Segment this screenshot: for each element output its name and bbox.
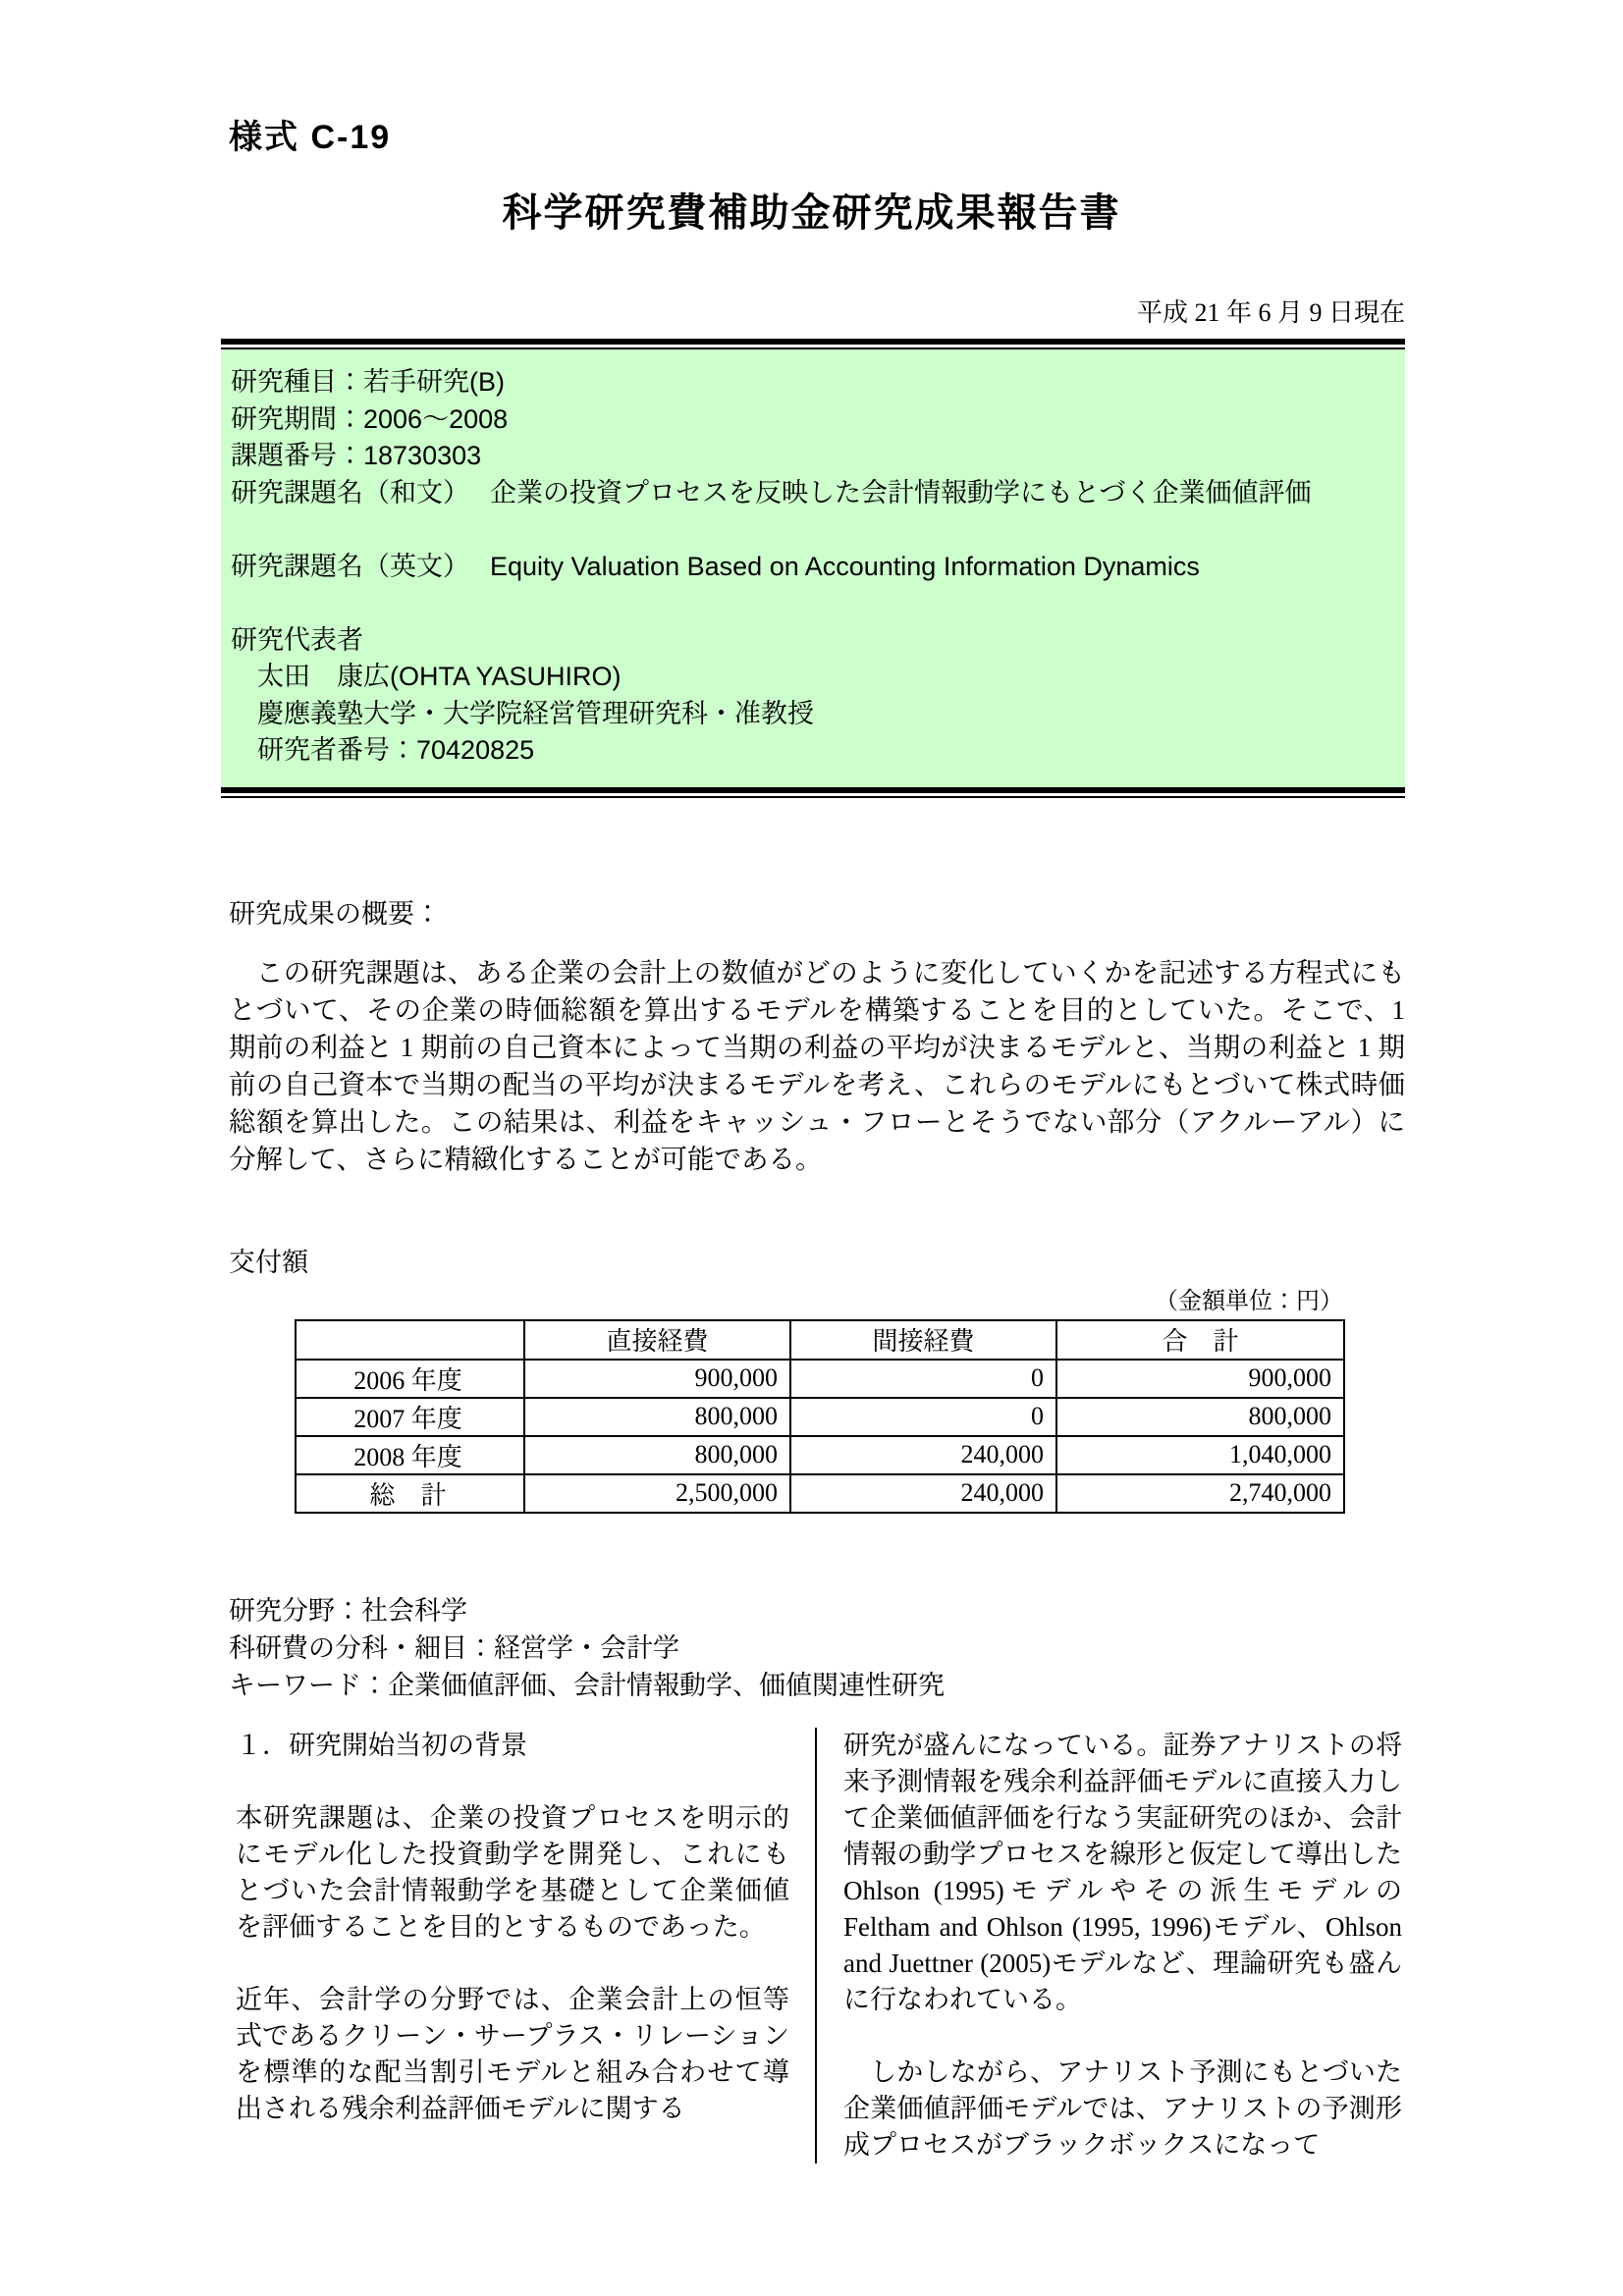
bottom-double-rule [221,787,1405,798]
blank-line [231,511,1393,549]
year-cell: 2007 年度 [296,1398,524,1436]
total-label-cell: 総 計 [296,1474,524,1513]
header-cell-blank [296,1320,524,1360]
year-cell: 2008 年度 [296,1436,524,1474]
header-cell-indirect: 間接経費 [790,1320,1056,1360]
table-row-total [296,1474,1344,1513]
header-cell-direct: 直接経費 [524,1320,790,1360]
currency-unit-note: （金額単位：円） [1155,1288,1343,1314]
project-number-line: 課題番号：18730303 [231,441,482,470]
investigator-affiliation-line: 慶應義塾大学・大学院経営管理研究科・准教授 [231,698,814,728]
total-cell: 800,000 [1056,1398,1344,1436]
grant-table-area [295,1281,1343,1514]
project-title-en-line: 研究課題名（英文） Equity Valuation Based on Accounting Information Dynamics [231,551,1200,581]
investigator-number-line: 研究者番号：70420825 [231,735,535,765]
right-paragraph-1: 研究が盛んになっている。証券アナリストの将来予測情報を残余利益評価モデルに直接入力して企業価値評価を行なう実証研究のほか、会計情報の動学プロセスを線形と仮定して導出した Ohlson (1995)モデルやその派生モデルの Feltham and Ohlson (1995, 1996)モデル、Ohlson and Juettner (2005)モデルなど、理論研究も盛んに行なわれている。 [843,1730,1409,2014]
date-note: 平成 21 年 6 月 9 日現在 [1136,298,1405,327]
grant-section-heading: 交付額 [229,1247,308,1277]
investigator-name-line: 太田 康広(OHTA YASUHIRO) [231,662,622,691]
project-category-line: 研究種目：若手研究(B) [231,367,505,397]
header-cell-total: 合 計 [1056,1320,1344,1360]
section-1-heading: １．研究開始当初の背景 [236,1730,527,1760]
direct-cell: 900,000 [524,1360,790,1398]
right-column [815,1728,1409,2163]
total-cell: 900,000 [1056,1360,1344,1398]
principal-investigator-label: 研究代表者 [231,624,363,655]
direct-cell: 2,500,000 [524,1474,790,1513]
right-paragraph-2: しかしながら、アナリスト予測にもとづいた企業価値評価モデルでは、アナリストの予測形成プロセスがブラックボックスになって [843,2056,1402,2160]
indirect-cell: 0 [790,1398,1056,1436]
top-double-rule [221,339,1405,349]
form-code-label: 様式 C-19 [229,119,392,156]
table-row-2007 [296,1398,1344,1436]
indirect-cell: 240,000 [790,1436,1056,1474]
grant-amount-table [295,1319,1345,1514]
total-cell: 2,740,000 [1056,1474,1344,1513]
left-paragraph-1: 本研究課題は、企業の投資プロセスを明示的にモデル化した投資動学を開発し、これにもとづいた会計情報動学を基礎として企業価値を評価することを目的とするものであった。 [236,1802,789,1942]
year-cell: 2006 年度 [296,1360,524,1398]
keywords-line: キーワード：企業価値評価、会計情報動学、価値関連性研究 [229,1670,945,1700]
direct-cell: 800,000 [524,1436,790,1474]
direct-cell: 800,000 [524,1398,790,1436]
summary-paragraph: この研究課題は、ある企業の会計上の数値がどのように変化していくかを記述する方程式にもとづいて、その企業の時価総額を算出するモデルを構築することを目的としていた。そこで、1 期前の利益と 1 期前の自己資本によって当期の利益の平均が決まるモデルと、当期の利益と 1 期前の自己資本で当期の配当の平均が決まるモデルを考え、これらのモデルにもとづいて株式時価総額を算出した。この結果は、利益をキャッシュ・フローとそうでない部分（アクルーアル）に分解して、さらに精緻化することが可能である。 [229,956,1412,1174]
research-area-line: 研究分野：社会科学 [229,1595,467,1626]
indirect-cell: 240,000 [790,1474,1056,1513]
project-summary-box [221,349,1405,787]
subdivision-line: 科研費の分科・細目：経営学・会計学 [229,1632,679,1663]
two-column-body [236,1728,1409,2163]
blank-line [231,585,1393,622]
document-title: 科学研究費補助金研究成果報告書 [502,191,1121,235]
summary-heading: 研究成果の概要： [229,898,441,929]
left-paragraph-2: 近年、会計学の分野では、企業会計上の恒等式であるクリーン・サープラス・リレーションを標準的な配当割引モデルと組み合わせて導出される残余利益評価モデルに関する [236,1984,789,2123]
total-cell: 1,040,000 [1056,1436,1344,1474]
project-period-line: 研究期間：2006～2008 [231,403,509,434]
table-row-2008 [296,1436,1344,1474]
project-title-ja-line: 研究課題名（和文） 企業の投資プロセスを反映した会計情報動学にもとづく企業価値評価 [231,477,1312,507]
left-column [236,1728,815,2163]
indirect-cell: 0 [790,1360,1056,1398]
table-row-2006 [296,1360,1344,1398]
table-header-row [296,1320,1344,1360]
classification-fields [229,1592,1623,1704]
